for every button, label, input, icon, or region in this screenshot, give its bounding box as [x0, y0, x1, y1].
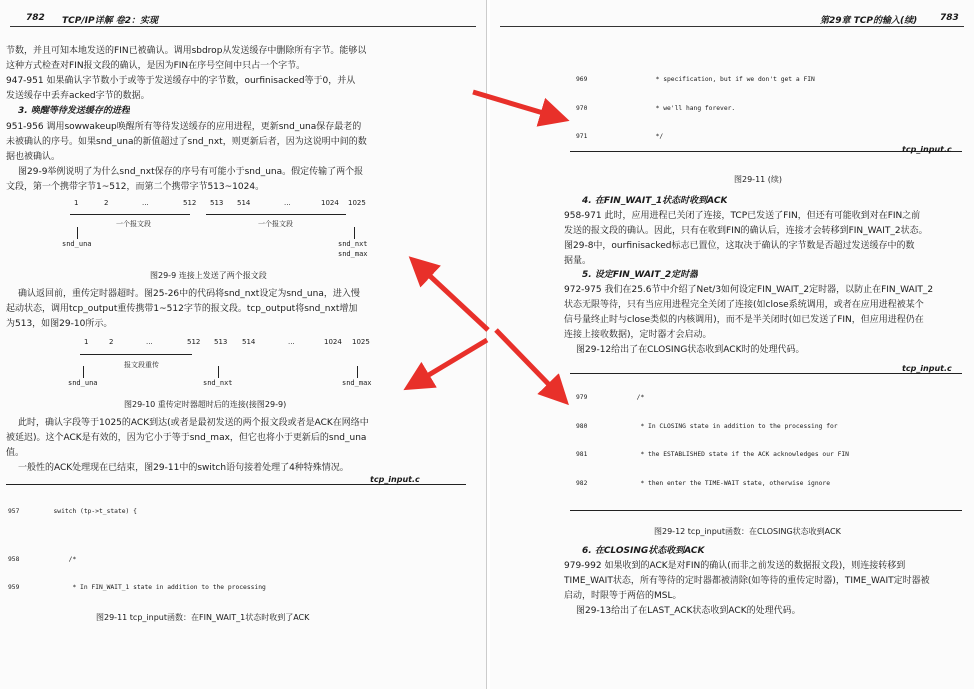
book-title: TCP/IP详解 卷2：实现 — [62, 16, 158, 26]
text-line: 发送的报文段的确认。因此，只有在收到FIN的确认后，连接才会转移到FIN_WAIT_2状态。 — [564, 226, 928, 236]
code-file-label: tcp_input.c — [902, 364, 952, 373]
text-line: 值。 — [6, 448, 25, 458]
text-line: 据也被确认。 — [6, 152, 61, 162]
text-line: 连接上接收数据)，定时器才会启动。 — [564, 330, 712, 340]
segment-label: 一个报文段 — [116, 220, 151, 228]
text-line: 被延迟)。这个ACK是有效的，因为它小于等于snd_max，但它也将小于更新后的snd_una — [6, 433, 367, 443]
pointer-arrow — [357, 366, 358, 378]
seq-number: 2 — [109, 338, 114, 346]
seq-number: 513 — [214, 338, 228, 346]
text-line: 这种方式检查对FIN报文段的确认，是因为FIN在序号空间中只占一个字节。 — [6, 61, 306, 71]
text-line: 文段，第一个携带字节1~512，而第二个携带字节513~1024。 — [6, 182, 265, 192]
snd-nxt-label: snd_nxt — [338, 240, 368, 248]
code-line: 958 /* — [8, 555, 77, 563]
seq-number: 1024 — [321, 199, 339, 207]
text-line: 未被确认的序号。如果snd_una的新值超过了snd_nxt，则更新后者，因为这说明中间的数 — [6, 137, 367, 147]
text-line: 确认返回前，重传定时器超时。图25-26中的代码将snd_nxt设定为snd_una，进入慢 — [18, 289, 360, 299]
snd-max-label: snd_max — [338, 250, 368, 258]
text-line: TIME_WAIT状态，所有等待的定时器都被清除(如等待的重传定时器)，TIME_WAIT定时器被 — [564, 576, 930, 586]
code-line — [576, 507, 966, 508]
figure-caption: 图29-12 tcp_input函数：在CLOSING状态收到ACK — [654, 527, 841, 536]
segment-arrow — [70, 214, 190, 215]
seq-number: 2 — [104, 199, 109, 207]
page-number: 782 — [26, 13, 45, 23]
text-line: 947-951 如果确认字节数小于或等于发送缓存中的字节数，ourfinisacked等于0，并从 — [6, 76, 356, 86]
section-heading: 3. 唤醒等待发送缓存的进程 — [18, 106, 130, 116]
figure-caption: 图29-11 (续) — [734, 175, 783, 184]
seq-number: ... — [142, 199, 149, 207]
code-line: 980 * In CLOSING state in addition to the processing for — [576, 422, 838, 430]
code-line: 969 * specification, but if we don't get a FIN — [576, 76, 815, 83]
text-line: 为513，如图29-10所示。 — [6, 319, 113, 329]
text-line: 一般性的ACK处理现在已结束，图29-11中的switch语句接着处理了4种特殊情况。 — [18, 463, 349, 473]
code-file-label: tcp_input.c — [902, 145, 952, 154]
pointer-arrow — [77, 227, 78, 239]
section-heading: 5. 设定FIN_WAIT_2定时器 — [582, 270, 699, 280]
chapter-title: 第29章 TCP的输入(续) — [820, 16, 918, 26]
code-line: 979 /* — [576, 394, 645, 401]
seq-number: ... — [288, 338, 295, 346]
seq-number: ... — [284, 199, 291, 207]
left-page-header — [10, 12, 476, 27]
pointer-arrow — [83, 366, 84, 378]
text-line: 979-992 如果收到的ACK是对FIN的确认(而非之前发送的数据报文段)，则连接转移到 — [564, 561, 906, 571]
seq-number: 1024 — [324, 338, 342, 346]
seq-number: 513 — [210, 199, 224, 207]
segment-label: 一个报文段 — [258, 220, 293, 228]
figure-caption: 图29-11 tcp_input函数：在FIN_WAIT_1状态时收到了ACK — [96, 613, 310, 622]
code-line: 957 switch (tp->t_state) { — [8, 508, 137, 515]
seq-number: 514 — [242, 338, 256, 346]
code-line: 970 * we'll hang forever. — [576, 104, 736, 112]
text-line: 节数，并且可知本地发送的FIN已被确认。调用sbdrop从发送缓存中删除所有字节。能够以 — [6, 46, 367, 56]
text-line: 图29-13给出了在LAST_ACK状态收到ACK的处理代码。 — [576, 606, 801, 616]
code-listing — [576, 56, 966, 154]
text-line: 972-975 我们在25.6节中介绍了Net/3如何设定FIN_WAIT_2定时器，以防止在FIN_WAIT_2 — [564, 285, 934, 295]
text-line: 信号量终止时与close类似的内核调用)，而不是半关闭时(如已发送了FIN，但应用进程仍在 — [564, 315, 924, 325]
text-line: 状态无限等待，只有当应用进程完全关闭了连接(如close系统调用，或者在应用进程被某个 — [564, 300, 924, 310]
code-listing — [576, 374, 966, 508]
right-page-header — [500, 12, 964, 27]
code-listing — [8, 488, 478, 608]
seq-number: ... — [146, 338, 153, 346]
text-line: 图29-9举例说明了为什么snd_nxt保存的序号有可能小于snd_una。假定传输了两个报 — [18, 167, 364, 177]
text-line: 此时，确认字段等于1025的ACK到达(或者是最初发送的两个报文段或者是ACK在网络中 — [18, 418, 369, 428]
code-rule — [6, 484, 466, 485]
figure-caption: 图29-9 连接上发送了两个报文段 — [150, 271, 267, 280]
segment-arrow — [206, 214, 346, 215]
seq-number: 512 — [187, 338, 201, 346]
code-line: 982 * then enter the TIME-WAIT state, otherwise ignore — [576, 479, 831, 487]
text-line: 据量。 — [564, 256, 592, 266]
code-line: 971 */ — [576, 133, 664, 140]
text-line: 951-956 调用sowwakeup唤醒所有等待发送缓存的应用进程，更新snd_una保存最老的 — [6, 122, 362, 132]
seq-number: 1025 — [348, 199, 366, 207]
code-line: 959 * In FIN_WAIT_1 state in addition to the processing — [8, 584, 266, 591]
snd-nxt-label: snd_nxt — [203, 379, 233, 387]
page-number: 783 — [940, 13, 959, 23]
text-line: 启动，时限等于两倍的MSL。 — [564, 591, 682, 601]
seq-number: 514 — [237, 199, 251, 207]
text-line: 图29-8中，ourfinisacked标志已置位，这取决于确认的字节数是否超过发送缓存中的数 — [564, 241, 915, 251]
code-line: 981 * the ESTABLISHED state if the ACK acknowledges our FIN — [576, 451, 849, 458]
snd-una-label: snd_una — [68, 379, 98, 387]
section-heading: 4. 在FIN_WAIT_1状态时收到ACK — [582, 196, 728, 206]
seq-number: 1025 — [352, 338, 370, 346]
right-page — [490, 0, 974, 689]
code-file-label: tcp_input.c — [370, 475, 420, 484]
text-line: 发送缓存中丢弃acked字节的数据。 — [6, 91, 150, 101]
pointer-arrow — [354, 227, 355, 239]
text-line: 起动状态，调用tcp_output重传携带1~512字节的报文段。tcp_output将snd_nxt增加 — [6, 304, 358, 314]
section-heading: 6. 在CLOSING状态收到ACK — [582, 546, 705, 556]
text-line: 图29-12给出了在CLOSING状态收到ACK时的处理代码。 — [576, 345, 805, 355]
snd-max-label: snd_max — [342, 379, 372, 387]
segment-arrow — [80, 354, 192, 355]
segment-label: 报文段重传 — [124, 361, 159, 369]
text-line: 958-971 此时，应用进程已关闭了连接，TCP已发送了FIN，但还有可能收到对在FIN之前 — [564, 211, 921, 221]
code-rule — [570, 510, 962, 511]
seq-number: 512 — [183, 199, 197, 207]
seq-number: 1 — [74, 199, 79, 207]
snd-una-label: snd_una — [62, 240, 92, 248]
seq-number: 1 — [84, 338, 89, 346]
figure-caption: 图29-10 重传定时器超时后的连接(接图29-9) — [124, 400, 287, 409]
pointer-arrow — [218, 366, 219, 378]
